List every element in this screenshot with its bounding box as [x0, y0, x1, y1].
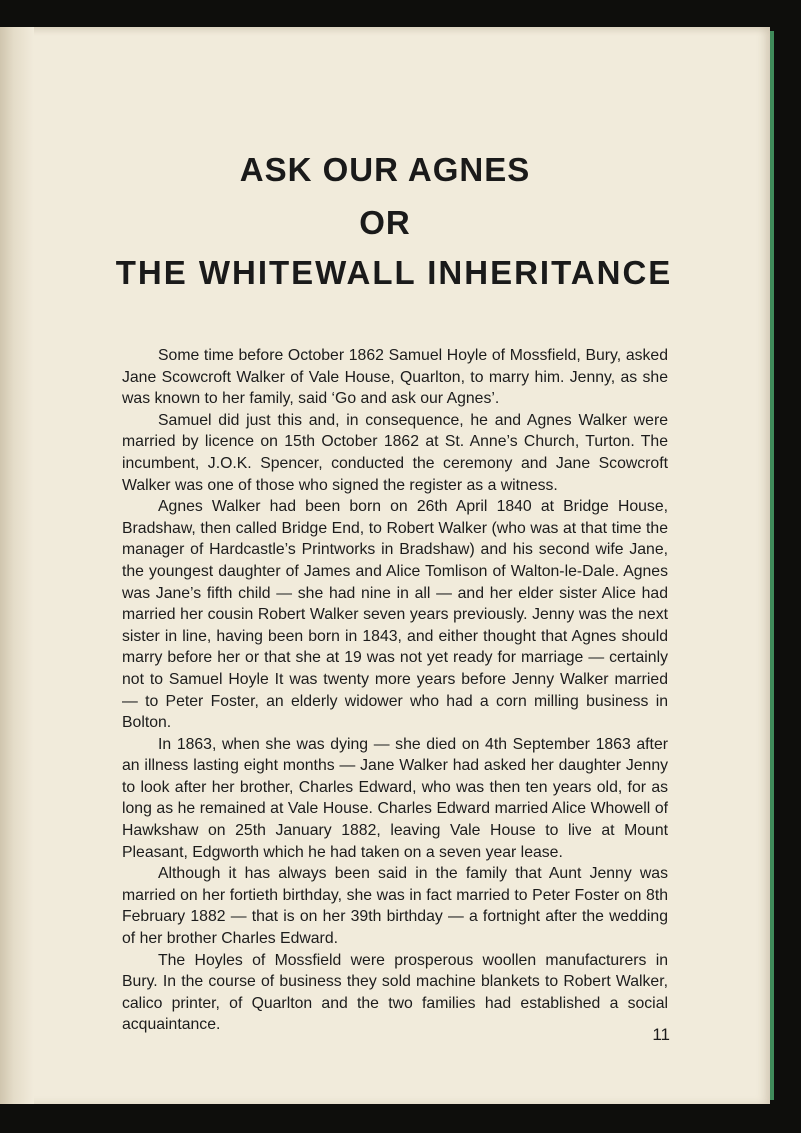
page-number: 11 [652, 1025, 670, 1044]
paragraph: Samuel did just this and, in consequence, he and Agnes Walker were married by licence on 15th October 1862 at St. Anne’s Church, Turton. The incumbent, J.O.K. Spencer, conducted the ceremony and Jane Scowcroft Walker was one of those who signed the register as a witness. [122, 411, 668, 494]
paragraph: Although it has always been said in the family that Aunt Jenny was married on her fortieth birthday, she was in fact married to Peter Foster on 8th February 1882 — that is on her 39th birthday — a fortnight after the wedding of her brother Charles Edward. [122, 865, 668, 948]
paragraph: The Hoyles of Mossfield were prosperous woollen manufacturers in Bury. In the course of business they sold machine blankets to Robert Walker, calico printer, of Quarlton and the two families had established a social acquaintance. [122, 951, 668, 1034]
title-line-2: OR [359, 204, 411, 241]
paragraph: Some time before October 1862 Samuel Hoyle of Mossfield, Bury, asked Jane Scowcroft Walker of Vale House, Quarlton, to marry him. Jenny, as she was known to her family, said ‘Go and ask our Agnes’. [122, 347, 668, 408]
paragraph: Agnes Walker had been born on 26th April 1840 at Bridge House, Bradshaw, then called Bridge End, to Robert Walker (who was at that time the manager of Hardcastle’s Printworks in Bradshaw) and his second wife Jane, the youngest daughter of James and Alice Tomlison of Walton-le-Dale. Agnes was Jane’s fifth child — she had nine in all — and her elder sister Alice had married her cousin Robert Walker seven years previously. Jenny was the next sister in line, having been born in 1843, and either thought that Agnes should marry before her or that she at 19 was not yet ready for marriage — certainly not to Samuel Hoyle It was twenty more years before Jenny Walker married — to Peter Foster, an elderly widower who had a corn milling business in Bolton. [122, 498, 668, 732]
book-edge-strip [770, 31, 774, 1100]
body-text [122, 345, 668, 1036]
title-line-1: ASK OUR AGNES [239, 151, 531, 188]
paragraph: In 1863, when she was dying — she died on 4th September 1863 after an illness lasting eight months — Jane Walker had asked her daughter Jenny to look after her brother, Charles Edward, who was then ten years old, for as long as he remained at Vale House. Charles Edward married Alice Whowell of Hawkshaw on 25th January 1882, leaving Vale House to live at Mount Pleasant, Edgworth which he had taken on a seven year lease. [122, 735, 668, 861]
title-line-3: THE WHITEWALL INHERITANCE [115, 254, 673, 291]
page-sheet [0, 27, 770, 1104]
